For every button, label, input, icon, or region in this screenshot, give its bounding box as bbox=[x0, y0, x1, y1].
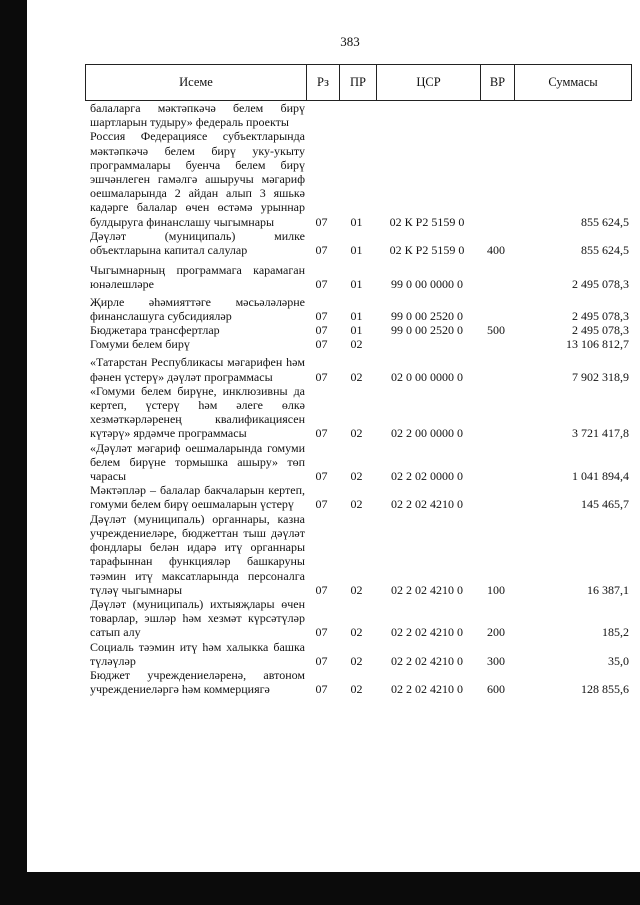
row-pr: 02 bbox=[350, 582, 363, 597]
table-row bbox=[85, 229, 632, 257]
row-pr: 02 bbox=[350, 469, 363, 484]
row-vr: 400 bbox=[487, 243, 505, 258]
row-name: «Татарстан Республикасы мәгарифен һәм фәнен үстерү» дәүләт программасы bbox=[90, 355, 305, 384]
row-rz: 07 bbox=[315, 582, 328, 597]
table-row bbox=[85, 597, 632, 640]
row-rz: 07 bbox=[315, 214, 328, 229]
row-name: Бюджетара трансфертлар bbox=[90, 323, 220, 338]
row-rz: 07 bbox=[315, 308, 328, 323]
row-csr: 99 0 00 0000 0 bbox=[391, 277, 463, 292]
row-pr: 01 bbox=[350, 243, 363, 258]
row-rz: 07 bbox=[315, 469, 328, 484]
table-row bbox=[85, 129, 632, 228]
header-sum: Суммасы bbox=[514, 65, 631, 100]
row-sum: 145 465,7 bbox=[581, 497, 629, 512]
row-csr: 02 2 02 0000 0 bbox=[391, 469, 463, 484]
header-vr: ВР bbox=[480, 65, 514, 100]
table-row bbox=[85, 640, 632, 668]
scan-bottom-edge bbox=[0, 872, 640, 905]
row-sum: 2 495 078,3 bbox=[572, 323, 629, 338]
row-pr: 01 bbox=[350, 277, 363, 292]
row-name: Мәктәпләр – балалар бакчаларын кертеп, гомуми белем бирү оешмаларын үстерү bbox=[90, 483, 305, 512]
table-row bbox=[85, 384, 632, 441]
row-pr: 02 bbox=[350, 625, 363, 640]
table-row bbox=[85, 263, 632, 291]
table-row bbox=[85, 668, 632, 696]
row-sum: 2 495 078,3 bbox=[572, 277, 629, 292]
row-name: Чыгымнарның программага карамаган юнәлешләре bbox=[90, 263, 305, 292]
row-name: Бюджет учреждениеләренә, автоном учреждениеләргә һәм коммерциягә bbox=[90, 667, 305, 697]
row-rz: 07 bbox=[315, 337, 328, 352]
row-sum: 16 387,1 bbox=[587, 582, 629, 597]
row-csr: 02 0 00 0000 0 bbox=[391, 369, 463, 384]
row-sum: 855 624,5 bbox=[581, 214, 629, 229]
row-sum: 7 902 318,9 bbox=[572, 369, 629, 384]
table-row bbox=[85, 355, 632, 383]
row-sum: 13 106 812,7 bbox=[566, 337, 629, 352]
table-header bbox=[85, 64, 632, 101]
row-sum: 1 041 894,4 bbox=[572, 469, 629, 484]
scan-left-edge bbox=[0, 0, 27, 905]
row-vr: 500 bbox=[487, 323, 505, 338]
row-rz: 07 bbox=[315, 426, 328, 441]
row-pr: 02 bbox=[350, 497, 363, 512]
table-body bbox=[85, 101, 632, 696]
row-pr: 02 bbox=[350, 426, 363, 441]
row-rz: 07 bbox=[315, 625, 328, 640]
row-csr: 02 2 02 4210 0 bbox=[391, 682, 463, 697]
row-csr: 02 2 02 4210 0 bbox=[391, 625, 463, 640]
row-pr: 01 bbox=[350, 323, 363, 338]
row-vr: 200 bbox=[487, 625, 505, 640]
row-vr: 600 bbox=[487, 682, 505, 697]
table-row bbox=[85, 512, 632, 597]
header-rz: Рз bbox=[306, 65, 339, 100]
header-name: Исеме bbox=[179, 75, 213, 89]
row-sum: 128 855,6 bbox=[581, 682, 629, 697]
row-name: Дәүләт (муниципаль) ихтыяҗлары өчен товарлар, эшләр һәм хезмәт күрсәтүләр сатып алу bbox=[90, 596, 305, 640]
row-name: Дәүләт (муниципаль) милке объектларына капитал салулар bbox=[90, 228, 305, 258]
row-csr: 02 2 02 4210 0 bbox=[391, 582, 463, 597]
row-pr: 02 bbox=[350, 682, 363, 697]
row-name: «Дәүләт мәгариф оешмаларында гомуми белем бирүне тормышка ашыру» төп чарасы bbox=[90, 440, 305, 484]
row-sum: 185,2 bbox=[602, 625, 629, 640]
row-rz: 07 bbox=[315, 653, 328, 668]
row-sum: 855 624,5 bbox=[581, 243, 629, 258]
row-pr: 02 bbox=[350, 653, 363, 668]
table-row bbox=[85, 483, 632, 511]
row-pr: 02 bbox=[350, 369, 363, 384]
row-csr: 02 К Р2 5159 0 bbox=[389, 214, 465, 229]
table-row bbox=[85, 337, 632, 351]
row-name: Гомуми белем бирү bbox=[90, 337, 190, 352]
table-row bbox=[85, 101, 632, 129]
table-row bbox=[85, 441, 632, 484]
row-vr: 100 bbox=[487, 582, 505, 597]
row-name: Җирле әһәмияттәге мәсьәләләрне финанслашуга субсидияләр bbox=[90, 294, 305, 323]
row-csr: 02 2 00 0000 0 bbox=[391, 426, 463, 441]
row-rz: 07 bbox=[315, 497, 328, 512]
row-sum: 35,0 bbox=[608, 653, 629, 668]
row-csr: 02 2 02 4210 0 bbox=[391, 653, 463, 668]
header-pr: ПР bbox=[339, 65, 376, 100]
row-csr: 99 0 00 2520 0 bbox=[391, 308, 463, 323]
row-name: Социаль тәэмин итү һәм халыкка башка түләүләр bbox=[90, 639, 305, 668]
row-csr: 02 2 02 4210 0 bbox=[391, 497, 463, 512]
header-csr: ЦСР bbox=[376, 65, 480, 100]
row-name: Дәүләт (муниципаль) органнары, казна учреждениеләре, бюджеттан тыш дәүләт фондлары белән идарә итү органнары тарафыннан функцияләр башкаруны тәэмин итү максатларында персоналга түләү чыгымнары bbox=[90, 511, 305, 597]
row-csr: 99 0 00 2520 0 bbox=[391, 323, 463, 338]
page-number: 383 bbox=[340, 34, 360, 49]
row-csr: 02 К Р2 5159 0 bbox=[389, 243, 465, 258]
row-rz: 07 bbox=[315, 682, 328, 697]
row-vr: 300 bbox=[487, 653, 505, 668]
row-name: балаларга мәктәпкәчә белем бирү шартларын тудыру» федераль проекты bbox=[90, 101, 305, 130]
row-rz: 07 bbox=[315, 369, 328, 384]
row-name: Россия Федерациясе субъектларында мәктәпкәчә белем бирү уку-укыту программалары буенча белем бирү эшчәнлеген гамәлгә ашыручы мәгариф оешмаларында 2 айдан алып 3 яшькә кадәрге балалар өчен өстәмә урыннар булдыруга финанслашу чыгымнары bbox=[90, 129, 305, 229]
table-row bbox=[85, 323, 632, 337]
row-rz: 07 bbox=[315, 243, 328, 258]
row-pr: 01 bbox=[350, 214, 363, 229]
row-rz: 07 bbox=[315, 277, 328, 292]
row-pr: 01 bbox=[350, 308, 363, 323]
row-pr: 02 bbox=[350, 337, 363, 352]
row-name: «Гомуми белем бирүне, инклюзивны да кертеп, үстерү һәм әлеге өлкә хезмәткәрләренең квалификациясен күтәрү» ярдәмче программасы bbox=[90, 383, 305, 441]
row-sum: 2 495 078,3 bbox=[572, 308, 629, 323]
table-row bbox=[85, 295, 632, 323]
row-sum: 3 721 417,8 bbox=[572, 426, 629, 441]
row-rz: 07 bbox=[315, 323, 328, 338]
